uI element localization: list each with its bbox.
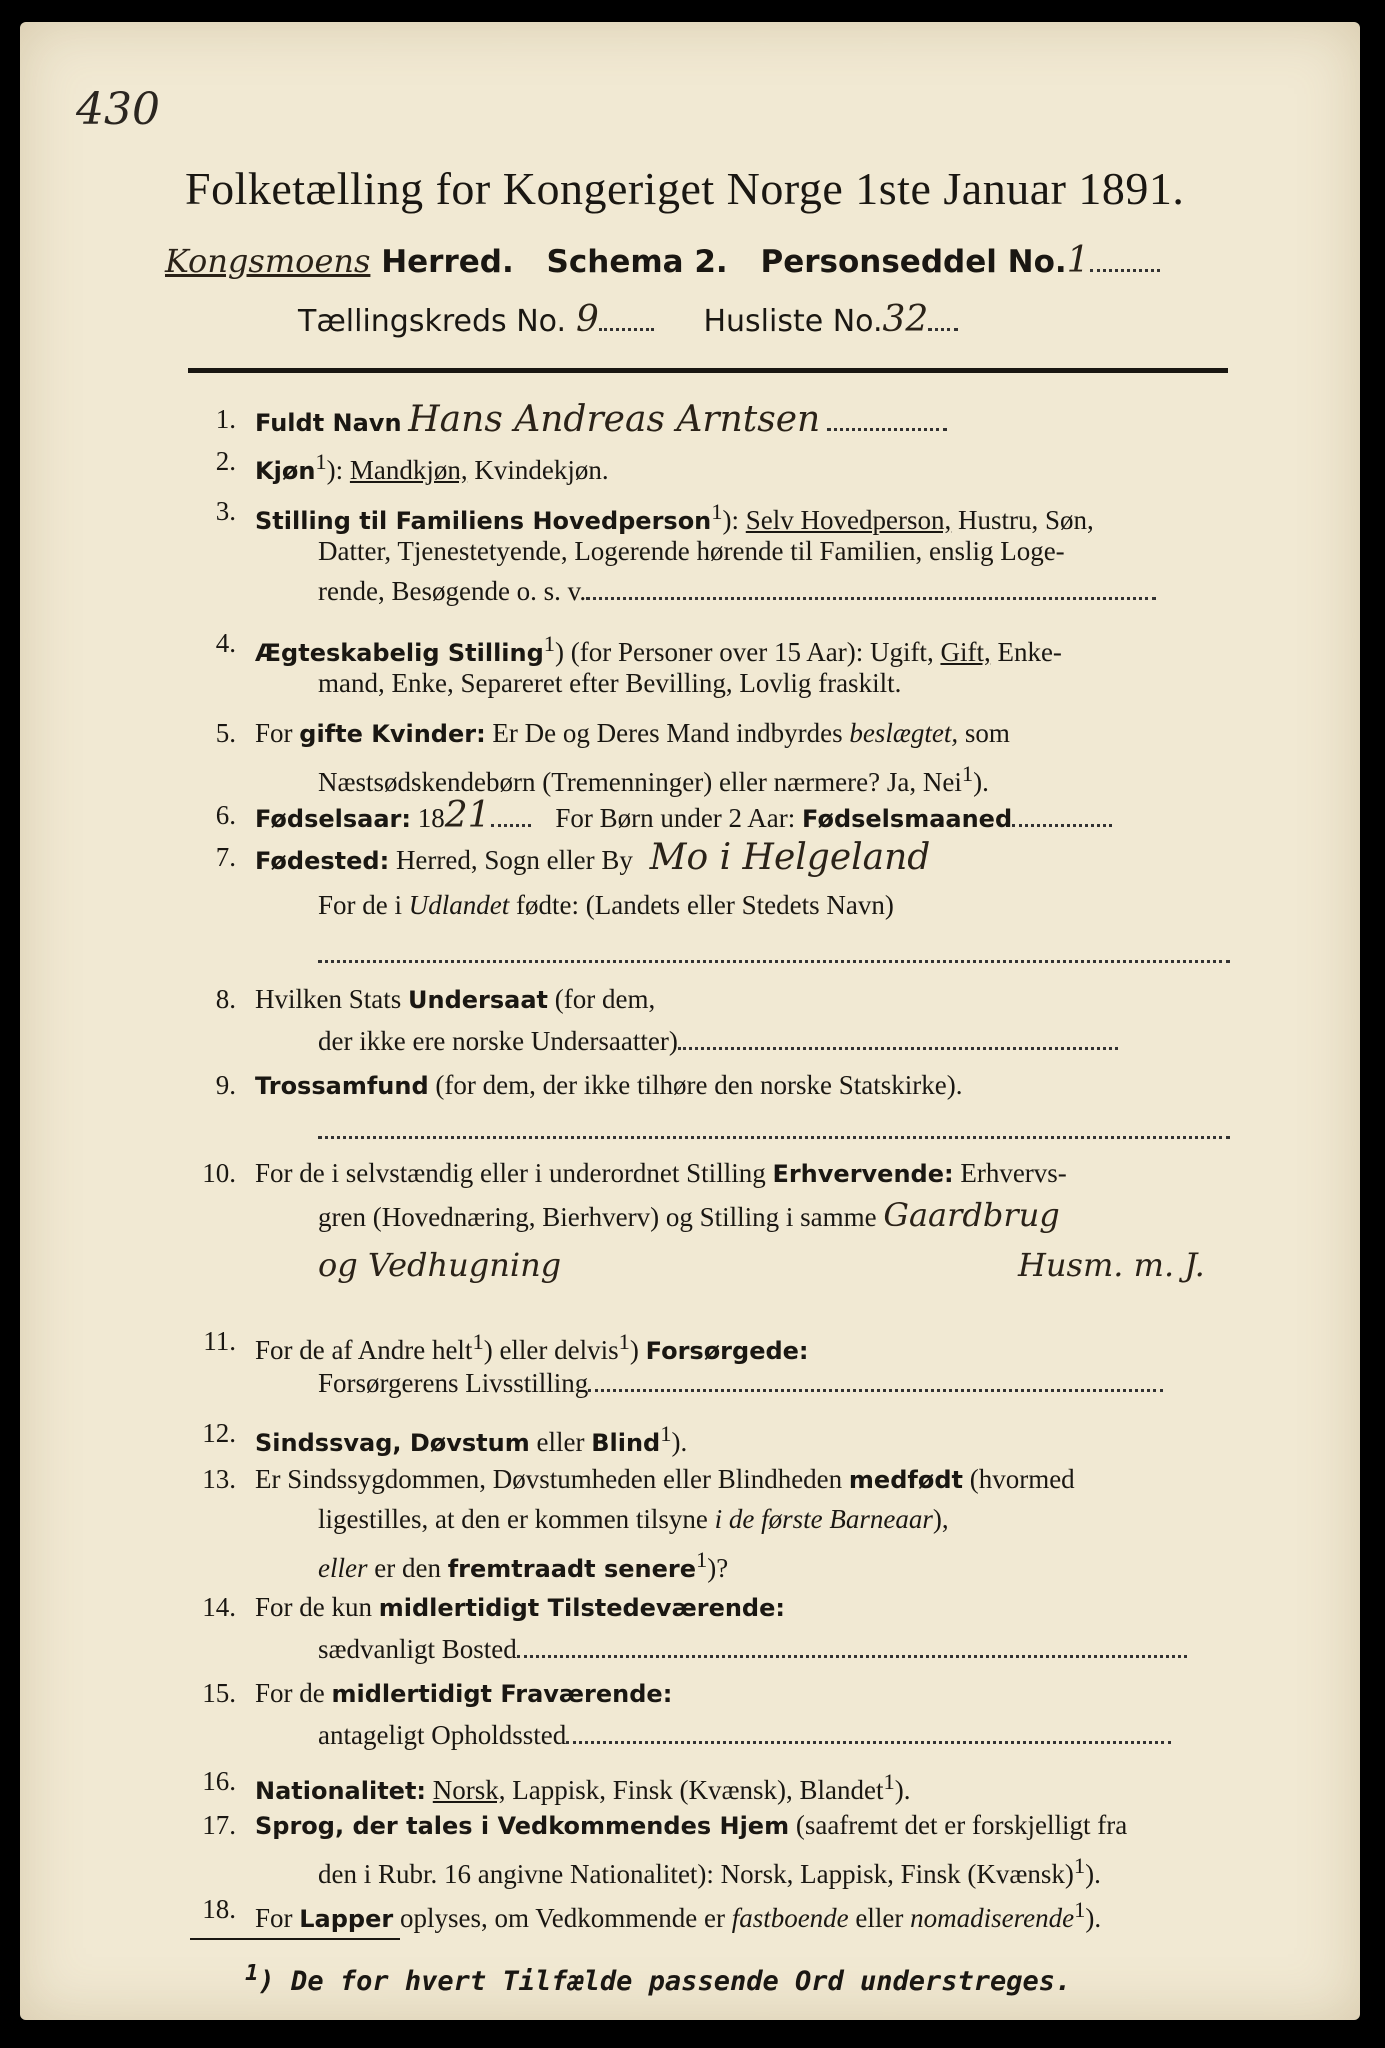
occupation-value: Gaardbrug — [883, 1196, 1060, 1234]
dotted-line — [827, 416, 947, 431]
item-label: gifte Kvinder: — [299, 720, 486, 748]
header-rule — [188, 368, 1228, 373]
footnote-mark: 1 — [660, 1421, 672, 1446]
item-number: 12. — [202, 1418, 236, 1448]
option-text: Hustru, Søn, — [958, 505, 1094, 535]
dotted-line — [928, 324, 958, 331]
item-text: Herred, Sogn eller By — [395, 845, 633, 875]
item-text: Næstsødskendebørn (Tremenninger) eller nærmere? Ja, Nei — [318, 767, 962, 797]
item-text: antageligt Opholdssted — [318, 1720, 567, 1750]
item-text: fødte: (Landets eller Stedets Navn) — [516, 890, 894, 920]
item-text: Enke- — [997, 637, 1062, 667]
dotted-line — [599, 324, 654, 331]
husliste-value: 32 — [882, 299, 929, 340]
item-text: ). — [1085, 1859, 1101, 1889]
item-number: 1. — [215, 404, 236, 434]
item-label: Trossamfund — [255, 1072, 429, 1100]
item-label: medfødt — [848, 1466, 963, 1494]
item-text: den i Rubr. 16 angivne Nationalitet): Norsk, Lappisk, Finsk (Kvænsk) — [318, 1859, 1074, 1889]
item-text: For Børn under 2 Aar: — [555, 803, 796, 833]
item-text: oplyses, om Vedkommende er — [399, 1903, 725, 1933]
dotted-line — [491, 812, 531, 827]
item-text: (for Personer over 15 Aar): Ugift, — [570, 637, 934, 667]
dotted-line — [517, 1643, 1187, 1658]
item-text: ). — [894, 1775, 911, 1805]
item-label: Fuldt Navn — [255, 409, 402, 437]
item-text: Udlandet — [408, 890, 510, 920]
item-text: ? — [716, 1553, 729, 1583]
footnote-mark: 1 — [883, 1769, 895, 1794]
census-form-page: 430 Folketælling for Kongeriget Norge 1ste Januar 1891. Kongsmoens Herred. Schema 2. Personseddel No.1 Tællingskreds No. 9 Husliste No.32 1. Fuldt Navn Hans Andreas Arntsen 2. Kjøn$^1$): Mandkjøn, Kvindekjøn. 3. Stilling til Familiens Hovedperson$^1$): Selv Hovedperson, Hustru, Søn, Datter, Tjenestetyende, Logerende hørende til Familien, enslig Loge- rende, Besøgende o. s. v. 4. Ægteskabelig Stilling$^1$) (for Personer over 15 Aar): Ugift, Gift, Enke- mand, Enke, Separeret efter Bevilling, Lovlig fraskilt. 5. For gifte Kvinder: Er De og Deres Mand indbyrdes beslægtet, som Næstsødskendebørn (Tremenninger) eller nærmere? Ja, Nei$^1$). 6. Fødselsaar: 1821 For Børn under 2 Aar: Fødselsmaaned 7. Fødested: Herred, Sogn eller By Mo i Helgeland For de i Udlandet fødte: (Landets eller Stedets Navn) 8. Hvilken Stats Undersaat (for dem, der ikke ere norske Undersaatter) 9. Trossamfund (for dem, der ikke tilhøre den norske Statskirke). 10. For de i selvstændig eller i underordnet Stilling Erhvervende: Erhvervs- gren (Hovednæring, Bierhverv) og Stilling i samme Gaardbrug og Vedhugning Husm. m. J. 11. For de af Andre helt$^1$) eller delvis$^1$) Forsørgede: Forsørgerens Livsstilling 12. Sindssvag, Døvstum eller Blind$^1$). 13. Er Sindssygdommen, Døvstumheden eller Blindheden medfødt (hvormed ligestilles, at den er kommen tilsyne i de første Barneaar), eller er den fremtraadt senere$^1$)? 14. For de kun midlertidigt Tilstedeværende: sædvanligt Bosted 15. For de midlertidigt Fraværende: antageligt Opholdssted 16. Nationalitet: Norsk, Lappisk, Finsk (Kvænsk), Blandet$^1$). 17. Sprog, der tales i Vedkommendes Hjem (saafremt det er forskjelligt fra den i Rubr. 16 angivne Nationalitet): Norsk, Lappisk, Finsk (Kvænsk)$^1$). 18. For Lapper oplyses, om Vedkommende er fastboende eller nomadiserende$^1$). $^1$) De for hvert Tilfælde passende Ord understreges. — [20, 22, 1360, 2020]
personseddel-label: Personseddel No. — [760, 244, 1067, 280]
kreds-value: 9 — [576, 299, 599, 340]
item-number: 18. — [202, 1894, 236, 1924]
item-text: Datter, Tjenestetyende, Logerende hørende til Familien, enslig Loge- — [318, 536, 1065, 566]
item-label: Blind — [591, 1429, 661, 1457]
item-label: midlertidigt Fraværende: — [331, 1680, 673, 1708]
footnote-mark: 1 — [696, 1547, 708, 1572]
item-text: (for dem, der ikke tilhøre den norske Statskirke). — [435, 1070, 963, 1100]
item-label: Forsørgede: — [645, 1337, 809, 1365]
item-label: Stilling til Familiens Hovedperson — [255, 507, 712, 535]
item-text: ). — [671, 1427, 688, 1457]
header-row-1 — [165, 240, 1160, 281]
item-text: For de kun — [255, 1592, 372, 1622]
dotted-line — [318, 948, 1230, 963]
dotted-line — [566, 1729, 1171, 1744]
item-text: der ikke ere norske Undersaatter) — [318, 1026, 678, 1056]
item-text: Hvilken Stats — [255, 984, 402, 1014]
page-number: 430 — [76, 84, 160, 135]
item-number: 7. — [215, 842, 236, 872]
item-label: midlertidigt Tilstedeværende: — [378, 1594, 785, 1622]
item-number: 6. — [215, 800, 236, 830]
dotted-line — [588, 1377, 1163, 1392]
husliste-label: Husliste No. — [703, 304, 883, 339]
item-text: For — [255, 1903, 293, 1933]
item-number: 14. — [202, 1592, 236, 1622]
item-text: Er De og Deres Mand indbyrdes — [492, 718, 843, 748]
selected-option: Norsk, — [432, 1775, 506, 1805]
dotted-line — [318, 1124, 1230, 1139]
full-name-value: Hans Andreas Arntsen — [408, 399, 821, 440]
herred-handwritten: Kongsmoens — [165, 242, 371, 280]
item-text: nomadiserende — [910, 1903, 1075, 1933]
selected-option: Mandkjøn, — [349, 455, 468, 485]
dotted-line — [1090, 265, 1160, 272]
kreds-label: Tællingskreds No. — [298, 304, 566, 339]
footnote-mark: 1 — [711, 499, 723, 524]
item-label: Erhvervende: — [772, 1160, 954, 1188]
item-number: 11. — [203, 1326, 236, 1356]
selected-option: Gift, — [940, 637, 991, 667]
item-text: i de første Barneaar — [714, 1504, 933, 1534]
item-text: eller delvis — [499, 1335, 619, 1365]
item-text: For de i selvstændig eller i underordnet Stilling — [255, 1158, 766, 1188]
footnote-mark: 1 — [618, 1329, 630, 1354]
item-label: Ægteskabelig Stilling — [255, 639, 544, 667]
dotted-line — [586, 585, 1156, 600]
item-text: gren (Hovednæring, Bierhverv) og Stilling i samme — [318, 1202, 877, 1232]
item-text: rende, Besøgende o. s. v. — [318, 576, 587, 606]
footnote-rule — [190, 1938, 400, 1940]
item-text: ), — [932, 1504, 949, 1534]
header-row-2 — [298, 299, 958, 340]
item-number: 17. — [202, 1810, 236, 1840]
item-label: Fødselsmaaned — [802, 805, 1013, 833]
item-text: (hvormed — [969, 1464, 1075, 1494]
item-text: Erhvervs- — [960, 1158, 1067, 1188]
footnote-mark: 1 — [961, 761, 974, 786]
item-number: 10. — [202, 1158, 236, 1188]
item-text: er den — [374, 1553, 441, 1583]
item-number: 13. — [202, 1464, 236, 1494]
occupation-position-value: Husm. m. J. — [1018, 1246, 1205, 1284]
item-text: For de i — [318, 890, 402, 920]
item-text: Forsørgerens Livsstilling — [318, 1368, 589, 1398]
item-text: eller — [855, 1903, 904, 1933]
item-text: som — [964, 718, 1010, 748]
item-number: 16. — [202, 1766, 236, 1796]
item-text: Lappisk, Finsk (Kvænsk), Blandet — [512, 1775, 884, 1805]
personseddel-value: 1 — [1066, 240, 1090, 281]
item-label: Undersaat — [408, 986, 549, 1014]
item-label: Sindssvag, Døvstum — [255, 1429, 530, 1457]
item-text: For de af Andre helt — [255, 1335, 473, 1365]
year-prefix: 18 — [417, 803, 445, 833]
footnote-mark: 1 — [1073, 1853, 1086, 1878]
item-number: 9. — [215, 1070, 236, 1100]
option-text: Kvindekjøn. — [474, 455, 609, 485]
item-label: Lapper — [299, 1905, 394, 1933]
item-number: 8. — [215, 984, 236, 1014]
item-number: 3. — [215, 496, 236, 526]
item-text: (for dem, — [554, 984, 656, 1014]
footnote-mark: 1 — [1074, 1897, 1086, 1922]
item-text: fastboende — [731, 1903, 849, 1933]
birth-year-value: 21 — [444, 795, 491, 836]
item-text: (saafremt det er forskjelligt fra — [795, 1810, 1128, 1840]
selected-option: Selv Hovedperson, — [745, 505, 952, 535]
item-text: sædvanligt Bosted — [318, 1634, 517, 1664]
item-text: mand, Enke, Separeret efter Bevilling, Lovlig fraskilt. — [318, 668, 902, 698]
item-text: eller — [318, 1553, 368, 1583]
footnote — [245, 1960, 1071, 1997]
dotted-line — [1012, 812, 1112, 827]
item-label: Fødested: — [255, 847, 390, 875]
item-label: Sprog, der tales i Vedkommendes Hjem — [255, 1812, 790, 1840]
item-number: 5. — [215, 718, 236, 748]
dotted-line — [678, 1035, 1118, 1050]
item-label: Nationalitet: — [255, 1777, 427, 1805]
item-label: Fødselsaar: — [255, 805, 411, 833]
schema-label: Schema 2. — [546, 244, 728, 280]
item-text: ligestilles, at den er kommen tilsyne — [318, 1504, 708, 1534]
item-label: fremtraadt senere — [447, 1555, 697, 1583]
birthplace-value: Mo i Helgeland — [649, 837, 931, 878]
occupation-value-2: og Vedhugning — [318, 1246, 562, 1284]
item-text: ). — [1085, 1903, 1102, 1933]
item-text: beslægtet, — [849, 718, 959, 748]
footnote-text: ) De for hvert Tilfælde passende Ord understreges. — [258, 1966, 1072, 1997]
footnote-mark: 1 — [543, 631, 556, 656]
footnote-mark: 1 — [315, 449, 327, 474]
item-number: 2. — [215, 446, 236, 476]
item-text: For — [255, 718, 293, 748]
item-number: 4. — [215, 628, 236, 658]
item-text: eller — [536, 1427, 585, 1457]
item-text: Er Sindssygdommen, Døvstumheden eller Blindheden — [255, 1464, 843, 1494]
footnote-mark: 1 — [245, 1960, 259, 1986]
item-text: For de — [255, 1678, 325, 1708]
form-title: Folketælling for Kongeriget Norge 1ste Januar 1891. — [185, 163, 1185, 214]
item-label: Kjøn — [255, 457, 316, 485]
item-number: 15. — [202, 1678, 236, 1708]
herred-label: Herred. — [381, 244, 514, 280]
footnote-mark: 1 — [472, 1329, 484, 1354]
